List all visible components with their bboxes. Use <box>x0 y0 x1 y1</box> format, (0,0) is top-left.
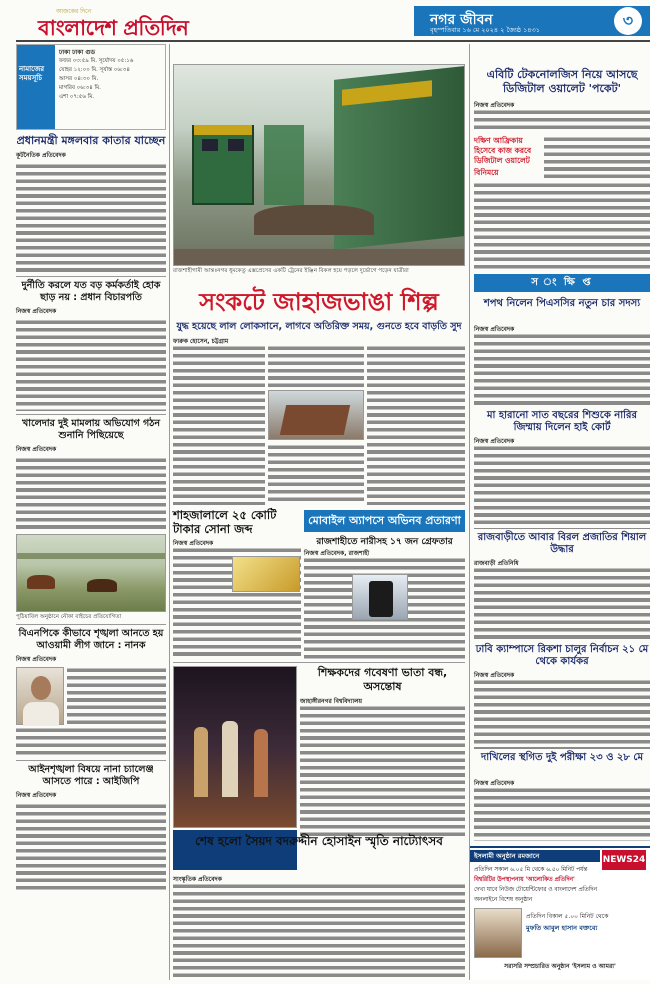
prayer-rows <box>59 57 163 102</box>
byline: নিজস্ব প্রতিবেদক <box>16 446 57 453</box>
article-body <box>16 319 166 411</box>
byline: জাহাঙ্গীরনগর বিশ্ববিদ্যালয় <box>300 698 363 705</box>
train-window <box>228 139 244 151</box>
byline: নিজস্ব প্রতিবেদক <box>474 102 515 109</box>
byline: রাজবাড়ী প্রতিনিধি <box>474 560 519 567</box>
headline-du-rickshaw[interactable]: ঢাবি ক্যাম্পাসে রিকশা চালুর নির্বাচন ২১ মে থেকে কার্যকর <box>475 644 649 667</box>
ad-line-6: প্রতিদিন বিকাল ৫.০০ মিনিট থেকে <box>526 913 609 920</box>
byline: নিজস্ব প্রতিবেদক <box>474 326 515 333</box>
crowd-shape <box>254 205 374 235</box>
prayer-head: ঢাকা ঢাকা গুড <box>59 49 96 56</box>
phone-photo <box>352 574 408 620</box>
masthead-rule <box>16 40 650 42</box>
subhead-app-fraud: রাজশাহীতে নারীসহ ১৭ জন গ্রেফতার <box>316 537 453 547</box>
article-body <box>16 163 166 273</box>
issue-date: বৃহস্পতিবার ১৬ মে ২০২৪ ২ জ্যৈষ্ঠ ১৪৩১ <box>430 26 540 34</box>
byline: নিজস্ব প্রতিবেদক <box>474 780 515 787</box>
face-shape <box>31 676 51 700</box>
train-engine-left <box>192 125 254 205</box>
track-ground <box>174 249 465 266</box>
theatre-photo <box>173 666 297 828</box>
headline-gold-seizure[interactable]: শাহজালালে ২৫ কোটি টাকার সোনা জব্দ <box>173 508 277 536</box>
section-name: নগর জীবন <box>430 12 493 28</box>
ad-line-1: ইসলামী অনুষ্ঠান রমজানে <box>470 850 600 862</box>
briefs-banner: স ং ক্ষি প্ত <box>474 274 650 292</box>
column-rule <box>469 44 470 980</box>
prayer-row: যোহর ১২:০০ মি. সূর্যাস্ত ০৬:৩৪ <box>59 67 130 73</box>
ad-line-5: অনলাইনে বিশেষ অনুষ্ঠান <box>474 897 533 903</box>
actor-shape <box>222 721 238 797</box>
headline-fox-rescue[interactable]: রাজবাড়ীতে আবার বিরল প্রজাতির শিয়াল উদ্ধার <box>477 532 647 555</box>
headline-psc[interactable]: শপথ নিলেন পিএসসির নতুন চার সদস্য <box>483 298 641 309</box>
ad-line-4: দেখা যাবে নিউজ টোয়েন্টিফোর ও বাংলাদেশ প্রতিদিন <box>474 887 597 893</box>
main-train-photo <box>173 64 465 266</box>
prayer-row: মাগরিব ০৬:৩৪ মি. <box>59 85 101 91</box>
byline: নিজস্ব প্রতিবেদক <box>16 792 57 799</box>
headline-nanok[interactable]: বিএনপিকে কীভাবে শৃঙ্খলা আনতে হয় আওয়ামী লীগ জানে : নানক <box>18 628 164 651</box>
article-body <box>474 109 650 133</box>
byline: সাংস্কৃতিক প্রতিবেদক <box>173 876 222 883</box>
prayer-times-box <box>16 44 166 130</box>
divider <box>16 760 166 761</box>
article-body <box>474 445 650 529</box>
article-body <box>67 667 166 725</box>
divider <box>173 662 465 663</box>
byline: কূটনৈতিক প্রতিবেদক <box>16 152 66 159</box>
article-body <box>367 345 465 505</box>
photo-caption: পুঠিয়াবিল অনুষ্ঠানে নৌকা বাইচের প্রতিযোগিতা <box>16 614 122 620</box>
divider <box>16 624 166 625</box>
byline: নিজস্ব প্রতিবেদক, রাজশাহী <box>304 550 370 557</box>
masthead-logo[interactable] <box>38 6 218 38</box>
boat-race-photo <box>16 534 166 612</box>
headline-theatre[interactable]: শেষ হলো সৈয়দ বদরুদ্দীন হোসাইন স্মৃতি নাট্যোৎসব <box>195 834 443 848</box>
news24-logo: NEWS24 <box>602 850 646 870</box>
nanok-block <box>16 667 166 725</box>
byline: নিজস্ব প্রতিবেদক <box>16 308 57 315</box>
prayer-row: এশা ০৭:৫৬ মি. <box>59 94 95 100</box>
section-header <box>414 6 650 36</box>
ad-line-3: বিশ্বরিটির উপস্থাপনায় 'আলোকিত প্রতিদিন' <box>474 877 575 883</box>
column-rule <box>169 44 170 980</box>
article-body <box>16 457 166 531</box>
ship-hull <box>280 405 350 435</box>
article-body <box>474 182 650 270</box>
gold-bars-photo <box>232 556 300 592</box>
headline-dakhil[interactable]: দাখিলের স্থগিত দুই পরীক্ষা ২৩ ও ২৮ মে <box>480 752 644 763</box>
headline-igp[interactable]: আইনশৃঙ্খলা বিষয়ে নানা চ্যালেঞ্জ আসতে পারে : আইজিপি <box>28 764 154 787</box>
ad-line-2: প্রতিদিন সকাল ৬.০৫ মি থেকে ৬.৫০ মিনিট পর্যন্ত <box>474 867 588 873</box>
ad-presenter-photo <box>474 908 522 958</box>
shipbreaking-photo <box>268 390 364 440</box>
main-byline: ফারুক হোসেন, চট্টগ্রাম <box>173 338 229 345</box>
byline: নিজস্ব প্রতিবেদক <box>474 438 515 445</box>
portrait-photo <box>16 667 64 725</box>
byline: নিজস্ব প্রতিবেদক <box>16 656 57 663</box>
phone-shape <box>369 581 393 617</box>
horse-shape <box>87 579 117 592</box>
train-stripe <box>194 125 252 135</box>
shirt-shape <box>23 702 59 726</box>
article-body <box>474 679 650 749</box>
article-body <box>474 787 650 841</box>
article-body <box>173 345 265 505</box>
main-subhead: যুদ্ধ হয়েছে লাল লোকসানে, লাগবে অতিরিক্ত সময়, গুনতে হবে বাড়তি সুদ <box>176 321 462 332</box>
main-photo-caption: রাজশাহীগামী আন্তঃনগর ধূমকেতু এক্সপ্রেসের একটি ট্রেনের ইঞ্জিন বিকল হয়ে পড়লে দুর্ভোগে পড়েন যাত্রীরা <box>173 268 409 274</box>
headline-pm-qatar[interactable]: প্রধানমন্ত্রী মঙ্গলবার কাতার যাচ্ছেন <box>16 134 166 147</box>
byline: নিজস্ব প্রতিবেদক <box>173 540 214 547</box>
byline: নিজস্ব প্রতিবেদক <box>474 672 515 679</box>
ad-line-8: সরাসরি সম্প্রচারিত অনুষ্ঠান 'ইসলাম ও আমরা' <box>504 963 616 970</box>
prayer-row: ফজর ০৩:৫৯ মি. সূর্যোদয় ০৫:১৬ <box>59 58 134 64</box>
article-body <box>16 727 166 757</box>
pull-quote-2: বিনিময়ে <box>474 168 499 177</box>
headline-app-fraud[interactable]: মোবাইল অ্যাপসে অভিনব প্রতারণা <box>304 510 465 532</box>
left-column <box>16 134 166 891</box>
horse-shape <box>27 575 55 589</box>
headline-wallet[interactable]: এবিটি টেকনোলজিস নিয়ে আসছে ডিজিটাল ওয়ালেট 'পকেট' <box>486 68 638 95</box>
divider <box>16 414 166 415</box>
headline-teachers[interactable]: শিক্ষকদের গবেষণা ভাতা বন্ধ, অসন্তোষ <box>317 666 448 693</box>
divider <box>16 276 166 277</box>
prayer-title: নামাজের সময়সূচি <box>17 45 55 129</box>
main-headline[interactable]: সংকটে জাহাজভাঙা শিল্প <box>199 288 439 316</box>
news24-ad[interactable] <box>470 846 650 980</box>
crowd-band <box>17 553 166 559</box>
page-number: ৩ <box>614 7 642 35</box>
headline-chief-justice[interactable]: দুর্নীতি করলে যত বড় কর্মকর্তাই হোক ছাড় নয় : প্রধান বিচারপতি <box>21 280 161 303</box>
headline-child-custody[interactable]: মা হারানো সাত বছরের শিশুকে নারির জিম্মায় দিলেন হাই কোর্ট <box>486 410 638 433</box>
pull-quote: দক্ষিণ আফ্রিকায় হিসেবে কাজ করবে ডিজিটাল ওয়ালেট <box>474 136 532 165</box>
article-body <box>173 883 465 978</box>
article-body <box>474 567 650 641</box>
actor-shape <box>254 729 268 797</box>
masthead-title: বাংলাদেশ প্রতিদিন <box>38 15 189 40</box>
article-body <box>16 803 166 891</box>
prayer-row: আসর ০৪:৩০ মি. <box>59 76 99 82</box>
train-window <box>202 139 218 151</box>
actor-shape <box>194 727 208 797</box>
train-car <box>264 125 304 205</box>
masthead-tagline: আজকের দিনে <box>56 8 92 15</box>
article-body <box>268 444 364 505</box>
headline-khaleda-case[interactable]: খালেদার দুই মামলায় অভিযোগ গঠন শুনানি পিছিয়েছে <box>21 418 161 441</box>
article-body <box>474 333 650 407</box>
ad-line-7: মুফতি আবুল হাসান বক্তব্যে <box>526 924 598 932</box>
article-body <box>300 705 465 837</box>
article-body <box>544 136 650 180</box>
